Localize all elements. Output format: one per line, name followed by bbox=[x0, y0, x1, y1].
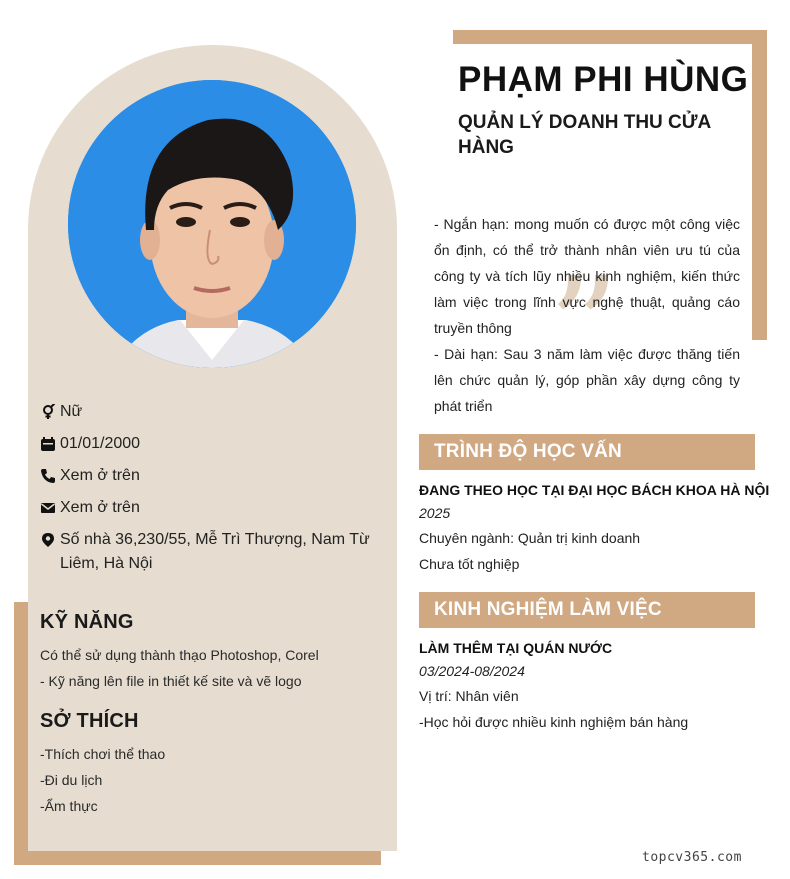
experience-desc: -Học hỏi được nhiều kinh nghiệm bán hàng bbox=[419, 714, 689, 730]
contact-email bbox=[40, 496, 380, 520]
birthday-text: 01/01/2000 bbox=[60, 435, 141, 452]
hobby-item: -Đi du lịch bbox=[40, 772, 103, 788]
skill-item: - Kỹ năng lên file in thiết kế site và vẽ logo bbox=[40, 673, 302, 689]
email-text: Xem ở trên bbox=[60, 499, 140, 516]
experience-position: Vị trí: Nhân viên bbox=[419, 688, 519, 704]
location-icon bbox=[40, 528, 60, 552]
contact-phone bbox=[40, 464, 380, 488]
education-status: Chưa tốt nghiệp bbox=[419, 556, 520, 572]
experience-period: 03/2024-08/2024 bbox=[419, 663, 525, 679]
candidate-role: QUẢN LÝ DOANH THU CỬA HÀNG bbox=[458, 112, 711, 158]
experience-job: LÀM THÊM TẠI QUÁN NƯỚC bbox=[419, 640, 613, 656]
candidate-name: PHẠM PHI HÙNG bbox=[458, 60, 749, 99]
contact-birthday bbox=[40, 432, 380, 456]
objective-short-term: - Ngắn hạn: mong muốn có được một công việc ổn định, có thể trở thành nhân viên ưu tú của công ty và tích lũy nhiều kinh nghiệm, kiến thức làm việc trong lĩnh vực nghệ thuật, quảng cáo truyền thông bbox=[434, 216, 740, 336]
top-accent-bar bbox=[453, 30, 766, 44]
hobbies-title: SỞ THÍCH bbox=[40, 710, 139, 732]
experience-header: KINH NGHIỆM LÀM VIỆC bbox=[419, 592, 755, 628]
contact-gender bbox=[40, 400, 380, 424]
education-year: 2025 bbox=[419, 505, 451, 521]
gender-icon bbox=[40, 400, 60, 424]
footer-site: topcv365.com bbox=[642, 850, 742, 865]
phone-icon bbox=[40, 464, 60, 488]
skills-title: KỸ NĂNG bbox=[40, 611, 134, 633]
profile-photo bbox=[68, 80, 356, 368]
hobby-item: -Ẩm thực bbox=[40, 798, 98, 814]
mail-icon bbox=[40, 496, 60, 520]
gender-text: Nữ bbox=[60, 403, 83, 420]
education-header: TRÌNH ĐỘ HỌC VẤN bbox=[419, 434, 755, 470]
objective-long-term: - Dài hạn: Sau 3 năm làm việc được thăng tiến lên chức quản lý, góp phần xây dựng công ty phát triển bbox=[434, 346, 740, 414]
skill-item: Có thể sử dụng thành thạo Photoshop, Corel bbox=[40, 647, 319, 663]
phone-text: Xem ở trên bbox=[60, 467, 140, 484]
right-accent-bar bbox=[752, 30, 767, 340]
hobby-item: -Thích chơi thể thao bbox=[40, 746, 166, 762]
education-major: Chuyên ngành: Quản trị kinh doanh bbox=[419, 530, 641, 546]
contact-address bbox=[40, 528, 380, 576]
calendar-icon bbox=[40, 432, 60, 456]
address-text: Số nhà 36,230/55, Mễ Trì Thượng, Nam Từ Liêm, Hà Nội bbox=[60, 531, 370, 572]
education-school: ĐANG THEO HỌC TẠI ĐẠI HỌC BÁCH KHOA HÀ NỘI bbox=[419, 482, 770, 498]
quote-icon: ” bbox=[548, 248, 620, 411]
